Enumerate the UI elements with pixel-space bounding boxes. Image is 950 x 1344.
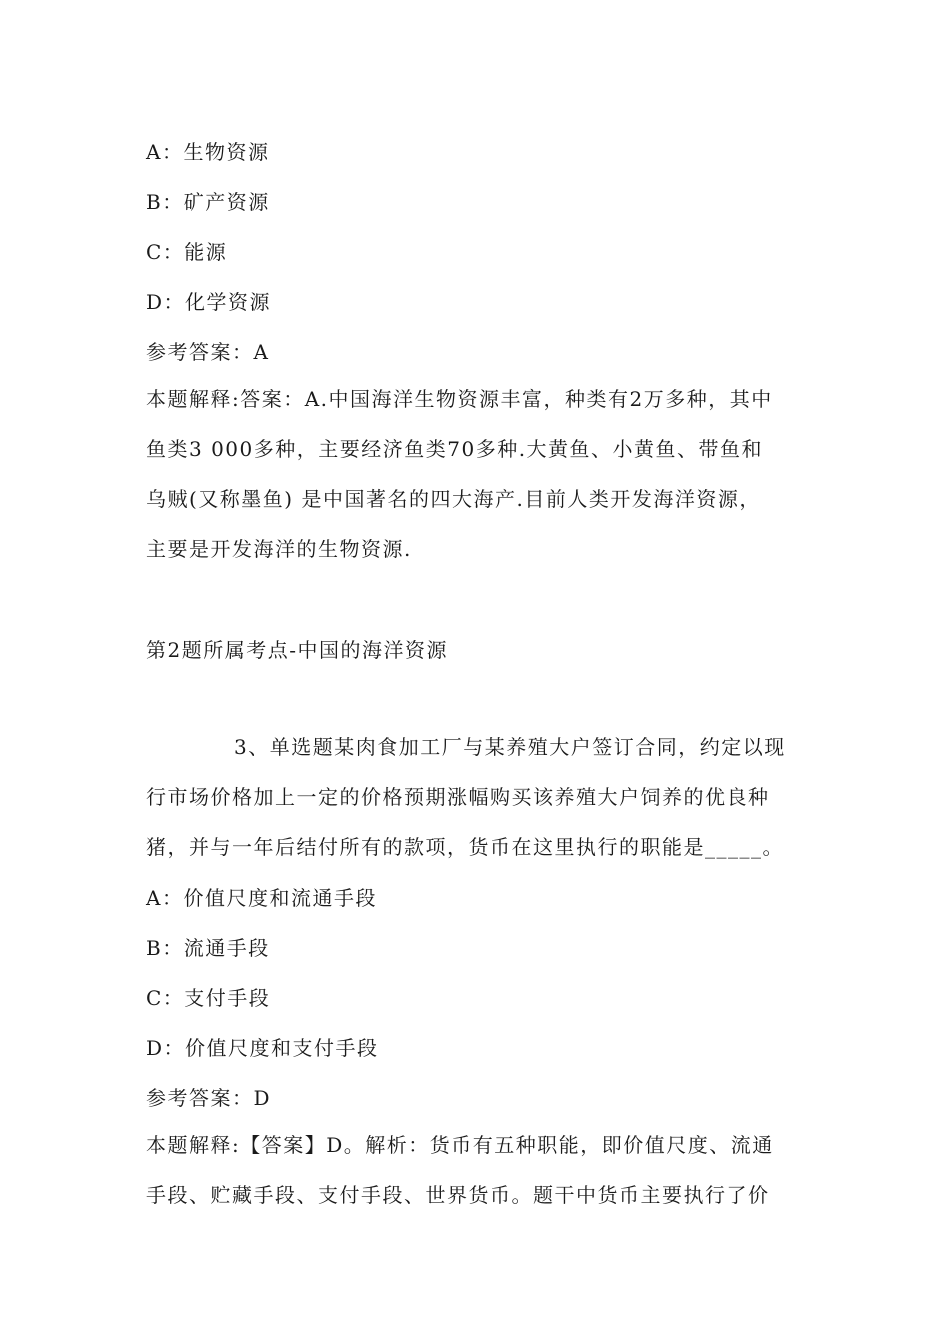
q2-explanation-line: 主要是开发海洋的生物资源. [146, 537, 412, 561]
q3-explanation-line: 本题解释:【答案】D。解析：货币有五种职能，即价值尺度、流通 [146, 1133, 774, 1157]
q2-option-c: C：能源 [146, 240, 228, 264]
q2-explanation [146, 374, 808, 574]
q3-option-c: C：支付手段 [146, 986, 271, 1010]
q3-option-d: D：价值尺度和支付手段 [146, 1036, 379, 1060]
q3-answer: 参考答案：D [146, 1086, 272, 1110]
q2-topic: 第2题所属考点-中国的海洋资源 [146, 638, 448, 662]
q3-question-line: 3、单选题某肉食加工厂与某养殖大户签订合同，约定以现 [234, 735, 786, 759]
q3-question-line: 猪，并与一年后结付所有的款项，货币在这里执行的职能是_____。 [146, 835, 784, 859]
q2-explanation-line: 鱼类3 000多种，主要经济鱼类70多种.大黄鱼、小黄鱼、带鱼和 [146, 437, 764, 461]
q3-question-line: 行市场价格加上一定的价格预期涨幅购买该养殖大户饲养的优良种 [146, 785, 770, 809]
q2-option-b: B：矿产资源 [146, 190, 270, 214]
q2-option-a: A：生物资源 [146, 140, 270, 164]
q3-explanation [146, 1120, 808, 1220]
q2-answer: 参考答案：A [146, 340, 270, 364]
q2-option-d: D：化学资源 [146, 290, 272, 314]
q3-option-b: B：流通手段 [146, 936, 270, 960]
q2-explanation-line: 乌贼(又称墨鱼) 是中国著名的四大海产.目前人类开发海洋资源， [146, 487, 761, 511]
q2-explanation-line: 本题解释:答案：A.中国海洋生物资源丰富，种类有2万多种，其中 [146, 387, 773, 411]
q3-option-a: A：价值尺度和流通手段 [146, 886, 377, 910]
q3-explanation-line: 手段、贮藏手段、支付手段、世界货币。题干中货币主要执行了价 [146, 1183, 770, 1207]
q3-question [146, 722, 808, 872]
